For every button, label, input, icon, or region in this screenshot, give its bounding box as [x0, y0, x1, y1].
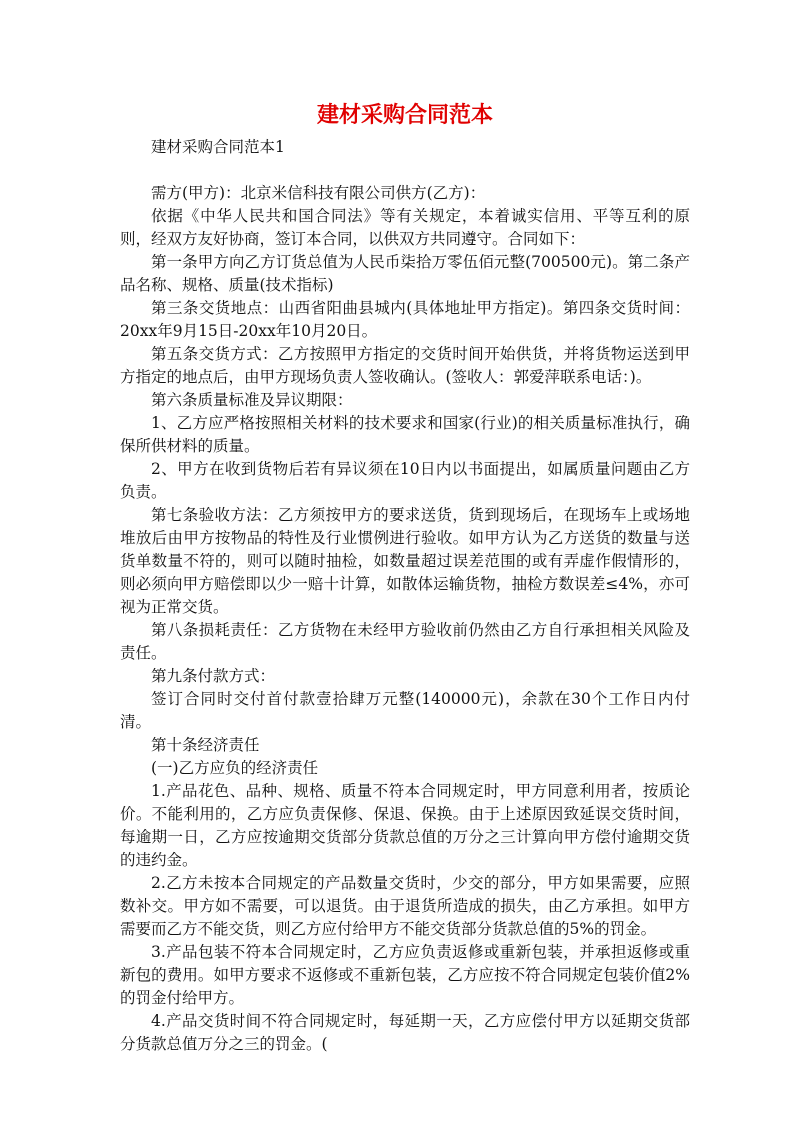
preamble-paragraph: 依据《中华人民共和国合同法》等有关规定，本着诚实信用、平等互利的原则，经双方友好协商，签订本合同，以供双方共同遵守。合同如下：	[120, 207, 690, 248]
document-subtitle: 建材采购合同范本1	[151, 138, 285, 156]
blank-line	[120, 159, 690, 182]
article-8-paragraph: 第八条损耗责任：乙方货物在未经甲方验收前仍然由乙方自行承担相关风险及责任。	[120, 621, 690, 662]
article-6-heading: 第六条质量标准及异议期限：	[151, 391, 353, 409]
article-9-paragraph: 签订合同时交付首付款壹拾肆万元整(140000元)，余款在30个工作日内付清。	[120, 690, 690, 731]
article-3-paragraph: 第三条交货地点：山西省阳曲县城内(具体地址甲方指定)。第四条交货时间：20xx年9月15日-20xx年10月20日。	[120, 299, 690, 340]
document-title: 建材采购合同范本	[316, 102, 493, 128]
article-10-item-1: 1.产品花色、品种、规格、质量不符本合同规定时，甲方同意利用者，按质论价。不能利用的，乙方应负责保修、保退、保换。由于上述原因致延误交货时间，每逾期一日，乙方应按逾期交货部分货款总值的万分之三计算向甲方偿付逾期交货的违约金。	[120, 782, 690, 869]
article-10-item-3: 3.产品包装不符本合同规定时，乙方应负责返修或重新包装，并承担返修或重新包的费用。如甲方要求不返修或不重新包装，乙方应按不符合同规定包装价值2%的罚金付给甲方。	[120, 943, 690, 1007]
article-10-item-4: 4.产品交货时间不符合同规定时，每延期一天，乙方应偿付甲方以延期交货部分货款总值万分之三的罚金。(	[120, 1012, 690, 1053]
article-1-paragraph: 第一条甲方向乙方订货总值为人民币柒拾万零伍佰元整(700500元)。第二条产品名称、规格、质量(技术指标)	[120, 253, 690, 294]
article-10-section-1-heading: (一)乙方应负的经济责任	[151, 759, 319, 777]
article-6-item-1: 1、乙方应严格按照相关材料的技术要求和国家(行业)的相关质量标准执行，确保所供材料的质量。	[120, 414, 690, 455]
article-6-item-2: 2、甲方在收到货物后若有异议须在10日内以书面提出，如属质量问题由乙方负责。	[120, 460, 690, 501]
article-10-item-2: 2.乙方未按本合同规定的产品数量交货时，少交的部分，甲方如果需要，应照数补交。甲方如不需要，可以退货。由于退货所造成的损失，由乙方承担。如甲方需要而乙方不能交货，则乙方应付给甲方不能交货部分货款总值的5%的罚金。	[120, 874, 690, 938]
article-10-heading: 第十条经济责任	[151, 736, 260, 754]
article-7-paragraph: 第七条验收方法：乙方须按甲方的要求送货，货到现场后，在现场车上或场地堆放后由甲方按物品的特性及行业惯例进行验收。如甲方认为乙方送货的数量与送货单数量不符的，则可以随时抽检，如数量超过误差范围的或有弄虚作假情形的，则必须向甲方赔偿即以少一赔十计算，如散体运输货物，抽检方数误差≤4%，亦可视为正常交货。	[120, 506, 690, 616]
parties-line: 需方(甲方)：北京米信科技有限公司供方(乙方)：	[151, 184, 486, 202]
article-5-paragraph: 第五条交货方式：乙方按照甲方指定的交货时间开始供货，并将货物运送到甲方指定的地点后，由甲方现场负责人签收确认。(签收人：郭爱萍联系电话：)。	[120, 345, 690, 386]
article-9-heading: 第九条付款方式：	[151, 667, 276, 685]
